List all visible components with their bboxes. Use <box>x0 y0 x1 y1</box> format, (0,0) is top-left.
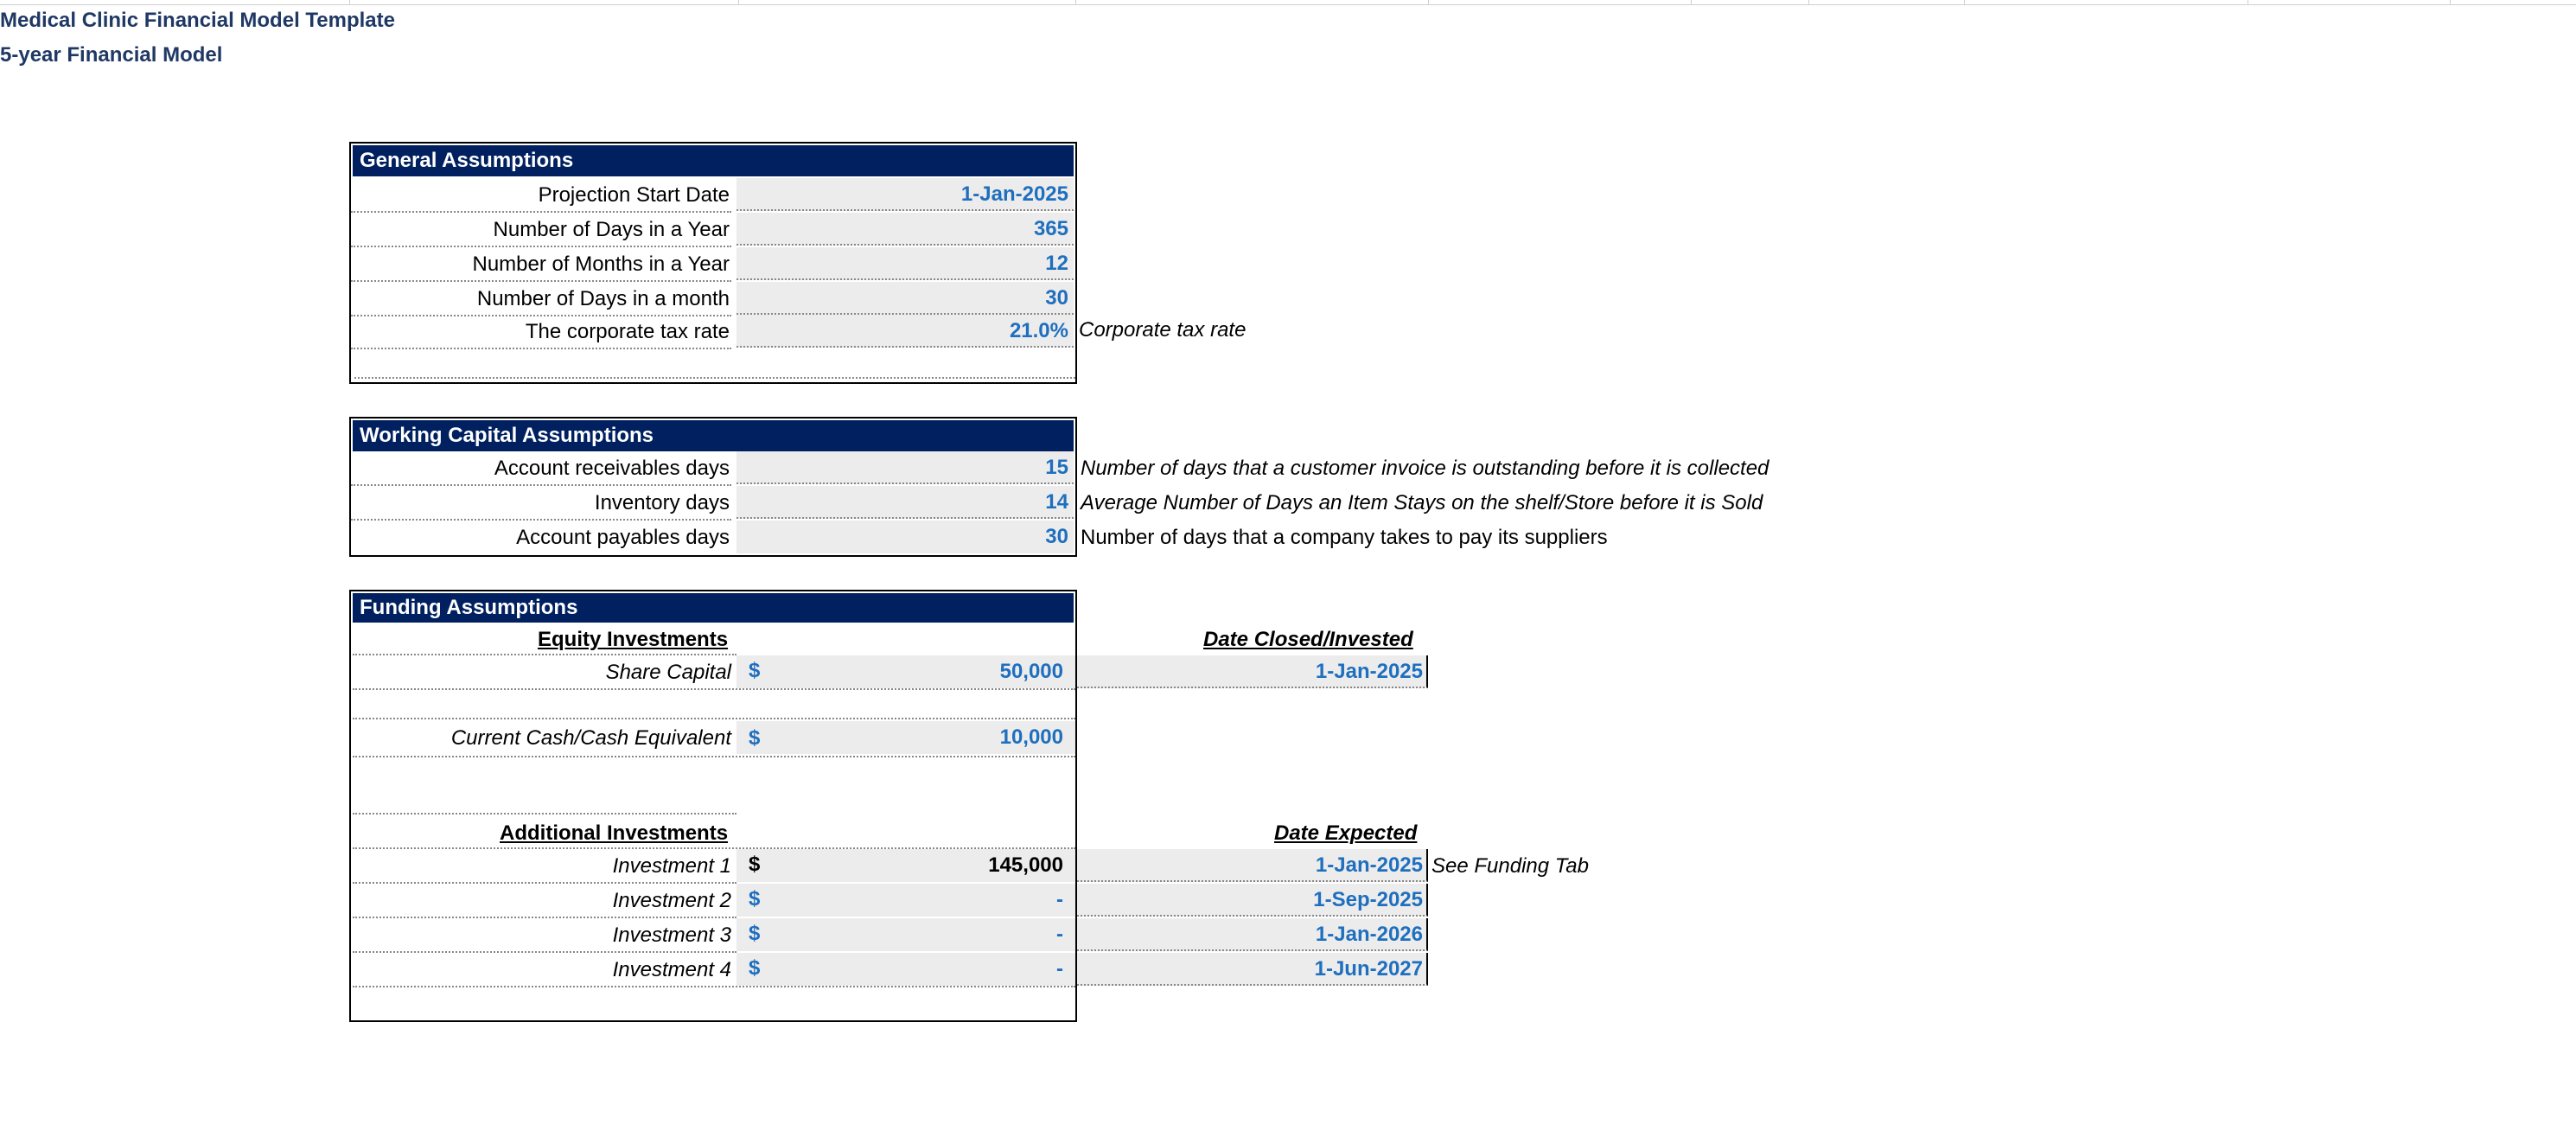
investment-value[interactable]: - <box>1056 957 1063 981</box>
general-row-label: Number of Months in a Year <box>351 247 731 282</box>
cash-label: Current Cash/Cash Equivalent <box>450 726 731 750</box>
payables-note: Number of days that a company takes to pay its suppliers <box>1081 526 1608 549</box>
general-assumptions-header: General Assumptions <box>353 145 1074 176</box>
currency-symbol: $ <box>749 659 761 682</box>
date-closed-heading: Date Closed/Invested <box>1203 628 1413 651</box>
working-capital-label: Inventory days <box>351 486 731 521</box>
currency-symbol: $ <box>749 922 761 945</box>
receivables-note: Number of days that a customer invoice is outstanding before it is collected <box>1081 457 1769 480</box>
row-separator <box>353 688 1075 690</box>
general-row-value[interactable]: 1-Jan-2025 <box>736 178 1074 211</box>
funding-header: Funding Assumptions <box>353 593 1074 623</box>
investment-date[interactable]: 1-Jun-2027 <box>1077 953 1428 986</box>
investment-label: Investment 2 <box>612 889 731 912</box>
sheet-title: Medical Clinic Financial Model Template <box>0 9 395 32</box>
investment-label: Investment 3 <box>612 923 731 947</box>
row-separator <box>353 986 1075 987</box>
sheet-top-gridline <box>0 0 2576 5</box>
column-divider <box>1808 0 1809 4</box>
general-row-label: Number of Days in a month <box>351 282 731 316</box>
general-row-label: Number of Days in a Year <box>351 213 731 247</box>
column-divider <box>738 0 739 4</box>
currency-symbol: $ <box>749 887 761 911</box>
row-separator <box>354 377 1075 379</box>
currency-symbol: $ <box>749 853 761 876</box>
working-capital-label: Account payables days <box>516 526 730 549</box>
general-row-value[interactable]: 365 <box>736 213 1074 246</box>
general-row-label: The corporate tax rate <box>351 315 731 349</box>
working-capital-value[interactable]: 30 <box>736 521 1074 553</box>
tax-rate-note: Corporate tax rate <box>1079 318 1247 342</box>
row-separator <box>353 813 736 815</box>
date-expected-heading: Date Expected <box>1274 821 1418 845</box>
working-capital-value[interactable]: 14 <box>736 486 1074 519</box>
general-row <box>351 247 1075 282</box>
column-divider <box>1964 0 1965 4</box>
column-divider <box>349 0 350 4</box>
investment-value[interactable]: - <box>1056 888 1063 911</box>
working-capital-value[interactable]: 15 <box>736 451 1074 484</box>
general-row-value[interactable]: 30 <box>736 282 1074 315</box>
row-separator <box>353 756 1075 757</box>
working-capital-label: Account receivables days <box>351 451 731 486</box>
investment-date[interactable]: 1-Jan-2025 <box>1077 849 1428 882</box>
investment-label: Investment 4 <box>612 958 731 981</box>
row-separator <box>353 718 1075 719</box>
investment-value[interactable]: - <box>1056 923 1063 946</box>
currency-symbol: $ <box>749 956 761 980</box>
general-row-value[interactable]: 21.0% <box>736 315 1074 348</box>
investment-value[interactable]: 145,000 <box>988 853 1063 877</box>
working-capital-row <box>351 521 1075 555</box>
share-capital-label: Share Capital <box>605 661 731 684</box>
currency-symbol: $ <box>749 726 761 750</box>
working-capital-section <box>349 417 1077 557</box>
funding-tab-note: See Funding Tab <box>1431 854 1589 878</box>
working-capital-header: Working Capital Assumptions <box>353 420 1074 451</box>
column-divider <box>1428 0 1429 4</box>
cash-value[interactable]: 10,000 <box>999 725 1063 749</box>
additional-investments-heading: Additional Investments <box>500 821 729 845</box>
column-divider <box>1691 0 1692 4</box>
investment-date[interactable]: 1-Sep-2025 <box>1077 884 1428 917</box>
investment-label: Investment 1 <box>612 854 731 878</box>
inventory-note: Average Number of Days an Item Stays on the shelf/Store before it is Sold <box>1081 491 1763 514</box>
share-capital-value[interactable]: 50,000 <box>999 660 1063 683</box>
share-capital-date[interactable]: 1-Jan-2025 <box>1077 655 1428 688</box>
general-row <box>351 315 1075 349</box>
working-capital-row <box>351 486 1075 521</box>
general-row-label: Projection Start Date <box>351 178 731 213</box>
general-row <box>351 178 1075 213</box>
column-divider <box>1075 0 1076 4</box>
working-capital-row <box>351 451 1075 486</box>
general-assumptions-section <box>349 142 1077 384</box>
column-divider <box>2450 0 2451 4</box>
sheet-subtitle: 5-year Financial Model <box>0 43 223 67</box>
general-row-value[interactable]: 12 <box>736 247 1074 280</box>
general-row <box>351 282 1075 316</box>
equity-investments-heading: Equity Investments <box>538 628 729 651</box>
investment-date[interactable]: 1-Jan-2026 <box>1077 918 1428 951</box>
general-row <box>351 213 1075 247</box>
